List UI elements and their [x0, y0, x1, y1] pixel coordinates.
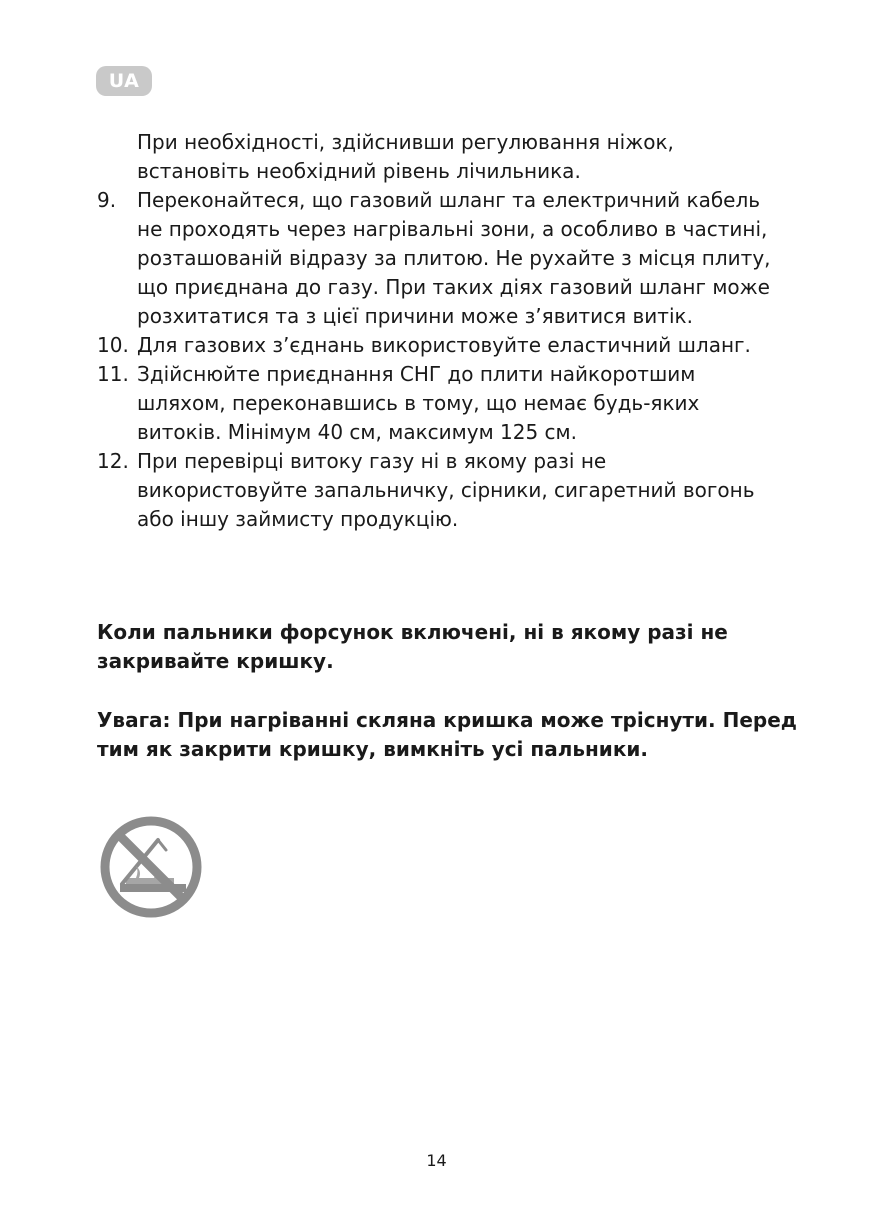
no-closing-lid-icon — [96, 812, 206, 922]
glass-lid-warning: Увага: При нагріванні скляна кришка може тріснути. Перед тим як закрити кришку, вимкніть усі пальники. — [97, 708, 797, 761]
list-item-number: 11. — [97, 362, 129, 386]
list-item-number: 12. — [97, 449, 129, 473]
instructions-list — [97, 186, 777, 534]
list-item-text: Для газових з’єднань використовуйте еластичний шланг. — [137, 333, 751, 357]
list-item-text: Здійснюйте приєднання СНГ до плити найкоротшим шляхом, переконавшись в тому, що немає будь-яких витоків. Мінімум 40 см, максимум 125 см. — [137, 362, 700, 444]
language-badge: UA — [96, 66, 152, 96]
instructions-section — [97, 128, 777, 534]
list-item — [97, 331, 777, 360]
list-item-text: При перевірці витоку газу ні в якому разі не використовуйте запальничку, сірники, сигаретний вогонь або іншу займисту продукцію. — [137, 449, 755, 531]
list-item-number: 10. — [97, 333, 129, 357]
list-item — [97, 186, 777, 331]
page-number: 14 — [426, 1151, 447, 1170]
list-item — [97, 447, 777, 534]
prohibition-sign-icon — [96, 812, 206, 922]
list-item-text: Переконайтеся, що газовий шланг та електричний кабель не проходять через нагрівальні зони, а особливо в частині, розташованій відразу за плитою. Не рухайте з місця плиту, що приєднана до газу. При таких діях газовий шланг може розхитатися та з цієї причини може з’явитися витік. — [137, 188, 771, 328]
burners-warning: Коли пальники форсунок включені, ні в якому разі не закривайте кришку. — [97, 620, 728, 673]
list-item — [97, 360, 777, 447]
list-item-number: 9. — [97, 188, 117, 212]
intro-paragraph: При необхідності, здійснивши регулювання ніжок, встановіть необхідний рівень лічильника. — [137, 130, 674, 183]
